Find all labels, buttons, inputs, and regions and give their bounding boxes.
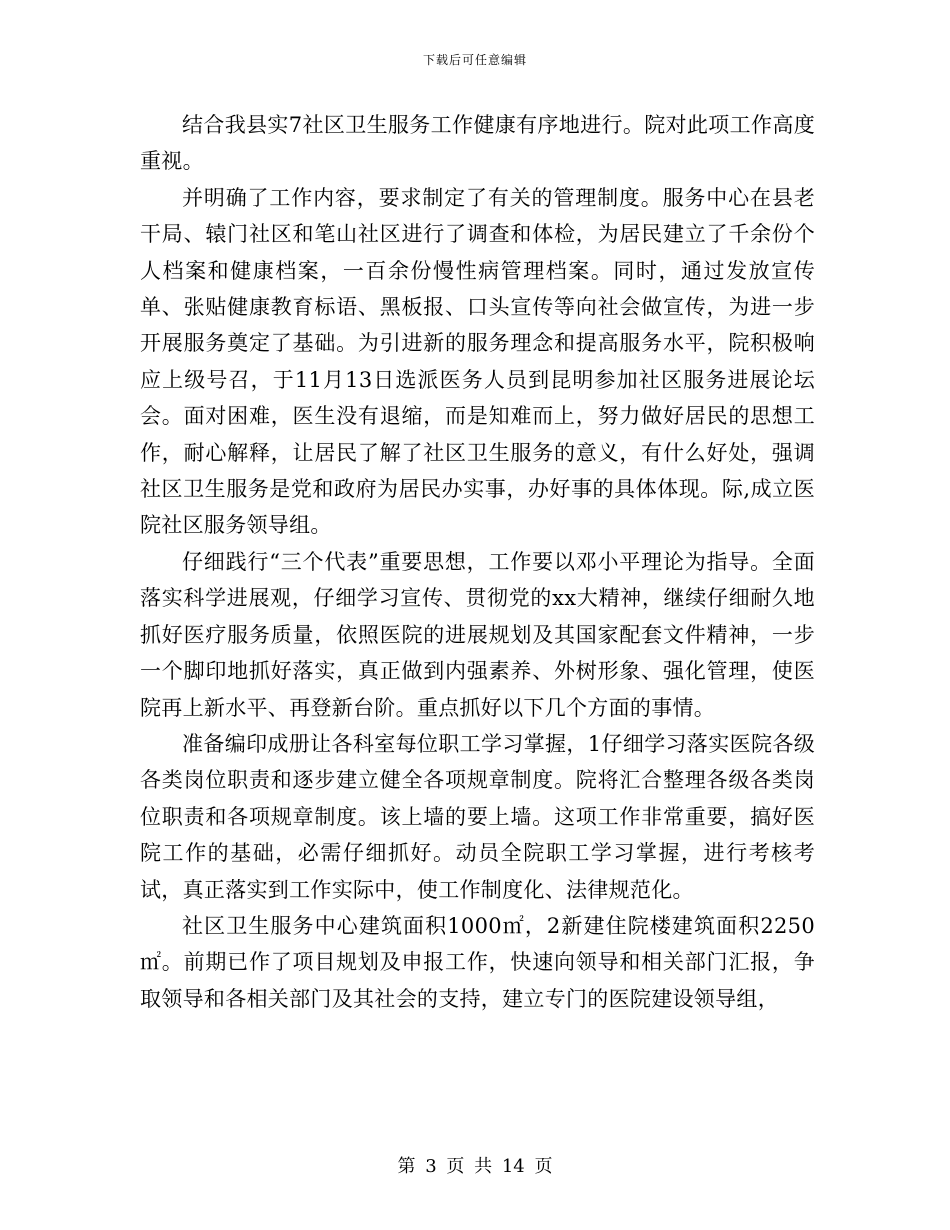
paragraph: 准备编印成册让各科室每位职工学习掌握，1仔细学习落实医院各级各类岗位职责和逐步建立健全各项规章制度。院将汇合整理各级各类岗位职责和各项规章制度。该上墙的要上墙。这项工作非常重要，搞好医院工作的基础，必需仔细抓好。动员全院职工学习掌握，进行考核考试，真正落实到工作实际中，使工作制度化、法律规范化。 bbox=[140, 731, 815, 902]
document-body bbox=[140, 107, 815, 1017]
paragraph: 并明确了工作内容，要求制定了有关的管理制度。服务中心在县老干局、辕门社区和笔山社区进行了调查和体检，为居民建立了千余份个人档案和健康档案，一百余份慢性病管理档案。同时，通过发放宣传单、张贴健康教育标语、黑板报、口头宣传等向社会做宣传，为进一步开展服务奠定了基础。为引进新的服务理念和提高服务水平，院积极响应上级号召，于11月13日选派医务人员到昆明参加社区服务进展论坛会。面对困难，医生没有退缩，而是知难而上，努力做好居民的思想工作，耐心解释，让居民了解了社区卫生服务的意义，有什么好处，强调社区卫生服务是党和政府为居民办实事，办好事的具体体现。际,成立医院社区服务领导组。 bbox=[140, 185, 815, 538]
page-header-note: 下载后可任意编辑 bbox=[422, 53, 527, 67]
page-number: 第 3 页 共 14 页 bbox=[397, 1156, 553, 1177]
paragraph: 仔细践行“三个代表”重要思想，工作要以邓小平理论为指导。全面落实科学进展观，仔细学习宣传、贯彻党的xx大精神，继续仔细耐久地抓好医疗服务质量，依照医院的进展规划及其国家配套文件精神，一步一个脚印地抓好落实，真正做到内强素养、外树形象、强化管理，使医院再上新水平、再登新台阶。重点抓好以下几个方面的事情。 bbox=[140, 549, 815, 720]
paragraph: 社区卫生服务中心建筑面积1000㎡，2新建住院楼建筑面积2250㎡。前期已作了项目规划及申报工作，快速向领导和相关部门汇报，争取领导和各相关部门及其社会的支持，建立专门的医院建设领导组， bbox=[140, 913, 815, 1011]
paragraph: 结合我县实7社区卫生服务工作健康有序地进行。院对此项工作高度重视。 bbox=[140, 113, 815, 174]
